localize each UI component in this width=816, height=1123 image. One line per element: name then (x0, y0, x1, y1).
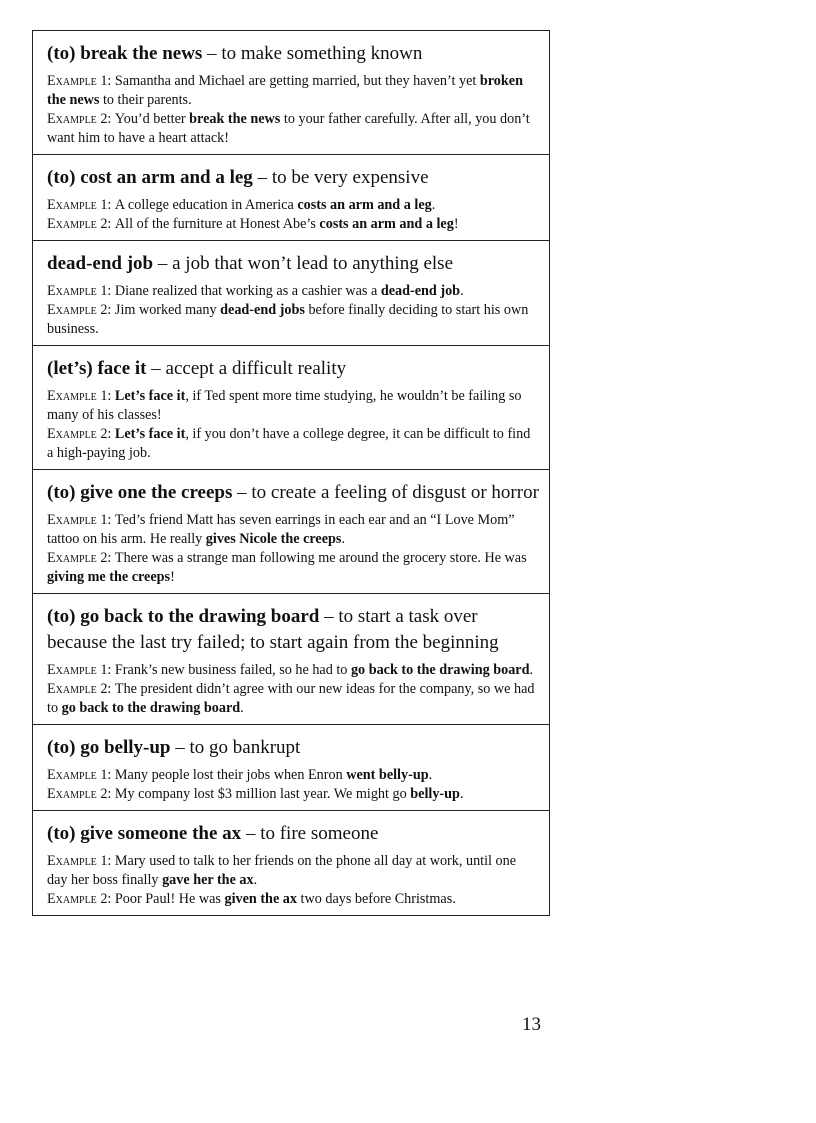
example-text: . (253, 872, 258, 888)
idiom-term: (let’s) face it (47, 358, 147, 379)
idiom-definition: – to make something known (202, 43, 423, 64)
example-idiom-text: gives Nicole the creeps (205, 531, 342, 547)
example-label: Example 2: (47, 302, 115, 318)
example-text: two days before Christmas. (296, 891, 456, 907)
example-label: Example 2: (47, 891, 115, 907)
example-text: ! (170, 569, 175, 585)
idiom-entry (33, 241, 549, 346)
example-label: Example 1: (47, 388, 115, 404)
example-text: . (431, 197, 436, 213)
idiom-heading (47, 165, 539, 191)
idiom-heading (47, 251, 539, 277)
example-text: Mary used to talk to her friends on the phone all day at work, until one day her boss finally (47, 853, 517, 888)
example-text: . (529, 662, 534, 678)
example-sentence (47, 511, 539, 549)
idiom-heading (47, 356, 539, 382)
idiom-heading (47, 41, 539, 67)
idiom-entry (33, 155, 549, 241)
example-label: Example 1: (47, 512, 115, 528)
example-sentence (47, 282, 539, 301)
example-sentence (47, 110, 539, 148)
example-text: Poor Paul! He was (114, 891, 225, 907)
example-idiom-text: Let’s face it (114, 388, 186, 404)
example-text: The president didn’t agree with our new ideas for the company, so we had to (47, 681, 535, 716)
example-text: , if you don’t have a college degree, it can be difficult to find a high-paying job. (47, 426, 531, 461)
example-idiom-text: broken the news (47, 73, 523, 108)
idiom-entry (33, 346, 549, 470)
page-number: 13 (522, 1014, 541, 1035)
example-sentence (47, 785, 539, 804)
example-idiom-text: giving me the creeps (47, 569, 171, 585)
example-text: Ted’s friend Matt has seven earrings in each ear and an “I Love Mom” tattoo on his arm. He really (47, 512, 515, 547)
example-idiom-text: dead-end jobs (220, 302, 305, 318)
example-idiom-text: gave her the ax (162, 872, 254, 888)
idiom-entry (33, 725, 549, 811)
idiom-term: (to) go back to the drawing board (47, 606, 320, 627)
example-label: Example 1: (47, 283, 115, 299)
idiom-entry (33, 594, 549, 725)
idiom-definition: – to go bankrupt (170, 737, 301, 758)
example-label: Example 2: (47, 426, 115, 442)
example-text: Samantha and Michael are getting married, but they haven’t yet (114, 73, 480, 89)
example-text: Jim worked many (114, 302, 221, 318)
example-idiom-text: given the ax (224, 891, 297, 907)
example-text: , if Ted spent more time studying, he wouldn’t be failing so many of his classes! (47, 388, 522, 423)
example-label: Example 1: (47, 767, 115, 783)
example-label: Example 2: (47, 216, 115, 232)
idiom-term: (to) cost an arm and a leg (47, 167, 253, 188)
example-label: Example 2: (47, 681, 115, 697)
example-text: Frank’s new business failed, so he had to (114, 662, 351, 678)
example-label: Example 2: (47, 786, 115, 802)
example-idiom-text: belly-up (410, 786, 460, 802)
idiom-entry (33, 31, 549, 155)
example-idiom-text: go back to the drawing board (61, 700, 241, 716)
example-idiom-text: break the news (189, 111, 281, 127)
example-text: . (428, 767, 433, 783)
idiom-entries-box (32, 30, 550, 916)
idiom-heading (47, 735, 539, 761)
example-label: Example 2: (47, 111, 115, 127)
example-text: ! (453, 216, 459, 232)
example-sentence (47, 549, 539, 587)
example-text: All of the furniture at Honest Abe’s (114, 216, 320, 232)
idiom-definition: – to start a task over because the last try failed; to start again from the beginning (47, 606, 499, 653)
example-sentence (47, 661, 539, 680)
idiom-entry (33, 470, 549, 594)
example-text: . (240, 700, 244, 716)
example-sentence (47, 387, 539, 425)
idiom-definition: – to create a feeling of disgust or horror (232, 482, 539, 503)
example-sentence (47, 680, 539, 718)
idiom-term: (to) give someone the ax (47, 823, 242, 844)
example-text: Diane realized that working as a cashier was a (114, 283, 381, 299)
example-text: . (341, 531, 345, 547)
example-text: You’d better (114, 111, 190, 127)
example-text: There was a strange man following me around the grocery store. He was (114, 550, 527, 566)
idiom-heading (47, 604, 539, 656)
idiom-entry (33, 811, 549, 915)
example-text: to their parents. (99, 92, 192, 108)
example-idiom-text: go back to the drawing board (350, 662, 530, 678)
example-label: Example 1: (47, 73, 115, 89)
example-text: Many people lost their jobs when Enron (114, 767, 347, 783)
example-label: Example 1: (47, 197, 115, 213)
idiom-definition: – to fire someone (241, 823, 379, 844)
example-text: A college education in America (114, 197, 298, 213)
example-idiom-text: dead-end job (380, 283, 461, 299)
example-sentence (47, 852, 539, 890)
idiom-term: dead-end job (47, 253, 154, 274)
example-sentence (47, 766, 539, 785)
example-sentence (47, 890, 539, 909)
example-idiom-text: went belly-up (346, 767, 429, 783)
example-idiom-text: costs an arm and a leg (297, 197, 432, 213)
example-label: Example 2: (47, 550, 115, 566)
example-text: to your father carefully. After all, you don’t want him to have a heart attack! (47, 111, 530, 146)
example-text: before finally deciding to start his own business. (47, 302, 529, 337)
example-text: . (459, 786, 464, 802)
idiom-definition: – to be very expensive (252, 167, 429, 188)
example-label: Example 1: (47, 853, 115, 869)
idiom-term: (to) go belly-up (47, 737, 171, 758)
example-sentence (47, 72, 539, 110)
idiom-definition: – a job that won’t lead to anything else (153, 253, 453, 274)
idiom-heading (47, 821, 539, 847)
example-text: . (460, 283, 464, 299)
idiom-heading (47, 480, 539, 506)
example-idiom-text: Let’s face it (114, 426, 186, 442)
idiom-definition: – accept a difficult reality (146, 358, 347, 379)
idiom-term: (to) break the news (47, 43, 203, 64)
example-label: Example 1: (47, 662, 115, 678)
example-idiom-text: costs an arm and a leg (319, 216, 454, 232)
example-sentence (47, 215, 539, 234)
example-sentence (47, 301, 539, 339)
example-sentence (47, 425, 539, 463)
example-text: My company lost $3 million last year. We might go (114, 786, 411, 802)
idiom-term: (to) give one the creeps (47, 482, 233, 503)
example-sentence (47, 196, 539, 215)
